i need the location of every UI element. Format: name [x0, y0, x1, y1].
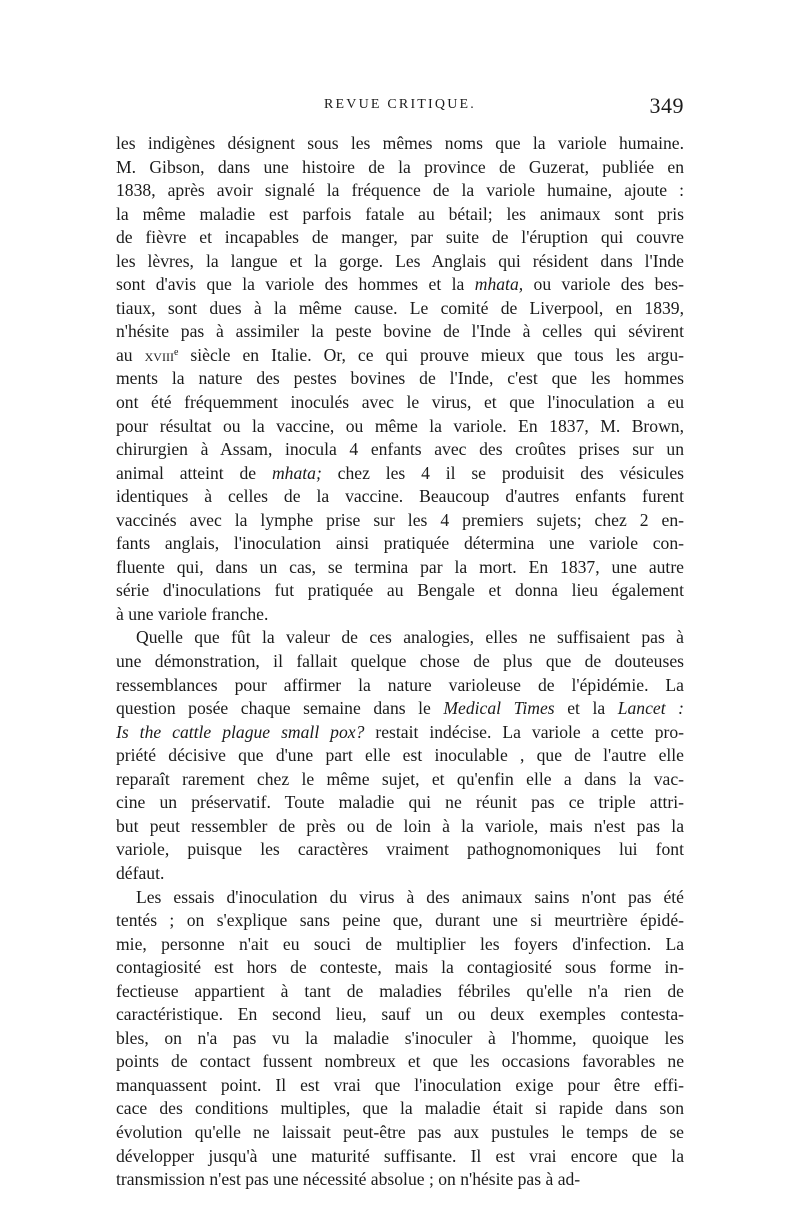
text-run: transmission n'est pas une nécessité absolue ; on n'hésite pas à ad- [116, 1169, 581, 1190]
text-run: siècle en Italie. Or, ce qui prouve mieux que tous les argu- [178, 344, 684, 365]
text-run: points de contact fussent nombreux et que les occasions favorables ne [116, 1051, 684, 1072]
text-run: la même maladie est parfois fatale au bétail; les animaux sont pris [116, 203, 684, 224]
text-line [116, 956, 684, 980]
text-line [116, 1003, 684, 1027]
text-line [116, 462, 684, 486]
text-run: M. Gibson, dans une histoire de la province de Guzerat, publiée en [116, 156, 684, 177]
text-line [116, 862, 684, 886]
text-line [116, 674, 684, 698]
text-run: vaccinés avec la lymphe prise sur les 4 premiers sujets; chez 2 en- [116, 509, 684, 530]
text-run: ressemblances pour affirmer la nature varioleuse de l'épidémie. La [116, 674, 684, 695]
text-run: évolution qu'elle ne laissait peut-être pas aux pustules le temps de se [116, 1121, 684, 1142]
text-line [116, 744, 684, 768]
text-line [116, 909, 684, 933]
text-line [116, 156, 684, 180]
body-text [116, 132, 684, 1192]
text-line [116, 603, 684, 627]
text-line [116, 815, 684, 839]
text-line [116, 179, 684, 203]
text-line [116, 933, 684, 957]
page-header [116, 93, 684, 121]
text-line [116, 273, 684, 297]
text-line [116, 415, 684, 439]
text-line [116, 980, 684, 1004]
text-run: ou variole des bes- [523, 274, 684, 295]
italic-run: Is the cattle plague small pox? [116, 721, 365, 742]
text-line [116, 886, 684, 910]
text-line [116, 438, 684, 462]
text-line [116, 697, 684, 721]
text-run: priété décisive que d'une part elle est inoculable , que de l'autre elle [116, 745, 684, 766]
text-line [116, 297, 684, 321]
text-run: développer jusqu'à une maturité suffisante. Il est vrai encore que la [116, 1145, 684, 1166]
text-run: manquassent point. Il est vrai que l'inoculation exige pour être effi- [116, 1074, 684, 1095]
text-run: mie, personne n'ait eu souci de multiplier les foyers d'infection. La [116, 933, 684, 954]
text-run: question posée chaque semaine dans le [116, 698, 444, 719]
text-line [116, 391, 684, 415]
text-run: série d'inoculations fut pratiquée au Bengale et donna lieu également [116, 580, 684, 601]
text-run: but peut ressembler de près ou de loin à la variole, mais n'est pas la [116, 815, 684, 836]
running-title: REVUE CRITIQUE. [324, 97, 476, 112]
text-line [116, 1145, 684, 1169]
text-run: contagiosité est hors de conteste, mais la contagiosité sous forme in- [116, 957, 684, 978]
text-run: chez les 4 il se produisit des vésicules [321, 462, 684, 483]
text-line [116, 1074, 684, 1098]
text-run: animal atteint de [116, 462, 272, 483]
text-line [116, 367, 684, 391]
page-number: 349 [649, 93, 684, 118]
italic-run: mhata; [271, 462, 322, 483]
text-run: sont d'avis que la variole des hommes et la [116, 274, 475, 295]
text-line [116, 1097, 684, 1121]
text-run: identiques à celles de la vaccine. Beaucoup d'autres enfants furent [116, 486, 684, 507]
text-run: e [173, 346, 179, 358]
italic-run: mhata, [474, 274, 524, 295]
text-run: une démonstration, il fallait quelque chose de plus que de douteuses [116, 651, 684, 672]
text-line [116, 250, 684, 274]
text-line [116, 721, 684, 745]
text-run: Quelle que fût la valeur de ces analogies, elles ne suffisaient pas à [136, 627, 684, 648]
italic-run: Lancet : [617, 698, 684, 719]
text-line [116, 791, 684, 815]
text-run: cine un préservatif. Toute maladie qui ne réunit pas ce triple attri- [116, 792, 684, 813]
text-run: cace des conditions multiples, que la maladie était si rapide dans son [116, 1098, 684, 1119]
text-line [116, 203, 684, 227]
text-run: ont été fréquemment inoculés avec le virus, et que l'inoculation a eu [116, 392, 684, 413]
text-line [116, 838, 684, 862]
text-run: à une variole franche. [116, 603, 269, 624]
text-run: xviii [144, 344, 174, 365]
text-run: n'hésite pas à assimiler la peste bovine de l'Inde à celles qui sévirent [116, 321, 684, 342]
text-run: caractéristique. En second lieu, sauf un ou deux exemples contesta- [116, 1004, 684, 1025]
text-run: fectieuse appartient à tant de maladies fébriles qu'elle n'a rien de [116, 980, 684, 1001]
text-line [116, 1050, 684, 1074]
text-line [116, 1027, 684, 1051]
text-line [116, 532, 684, 556]
text-run: tentés ; on s'explique sans peine que, durant une si meurtrière épidé- [116, 910, 684, 931]
text-run: de fièvre et incapables de manger, par suite de l'éruption qui couvre [116, 227, 684, 248]
text-line [116, 556, 684, 580]
text-line [116, 579, 684, 603]
text-run: fants anglais, l'inoculation ainsi pratiquée détermina une variole con- [116, 533, 684, 554]
text-line [116, 509, 684, 533]
text-run: chirurgien à Assam, inocula 4 enfants avec des croûtes prises sur un [116, 439, 684, 460]
text-run: les lèvres, la langue et la gorge. Les Anglais qui résident dans l'Inde [116, 250, 684, 271]
text-line [116, 132, 684, 156]
text-run: bles, on n'a pas vu la maladie s'inoculer à l'homme, quoique les [116, 1027, 684, 1048]
text-run: pour résultat ou la vaccine, ou même la variole. En 1837, M. Brown, [116, 415, 684, 436]
text-run: les indigènes désignent sous les mêmes noms que la variole humaine. [116, 133, 684, 153]
text-line [116, 1121, 684, 1145]
text-line [116, 320, 684, 344]
text-line [116, 344, 684, 368]
text-run: tiaux, sont dues à la même cause. Le comité de Liverpool, en 1839, [116, 297, 684, 318]
text-run: fluente qui, dans un cas, se termina par la mort. En 1837, une autre [116, 556, 684, 577]
text-line [116, 650, 684, 674]
text-run: Les essais d'inoculation du virus à des animaux sains n'ont pas été [136, 886, 684, 907]
text-run: variole, puisque les caractères vraiment pathognomoniques lui font [116, 839, 684, 860]
italic-run: Medical Times [443, 698, 555, 719]
text-line [116, 485, 684, 509]
text-run: et la [554, 698, 618, 719]
text-run: au [116, 344, 145, 365]
text-run: 1838, après avoir signalé la fréquence de la variole humaine, ajoute : [116, 180, 684, 201]
text-line [116, 226, 684, 250]
text-line [116, 626, 684, 650]
text-line [116, 768, 684, 792]
text-run: défaut. [116, 862, 165, 883]
text-run: reparaît rarement chez le même sujet, et qu'enfin elle a dans la vac- [116, 768, 684, 789]
text-line [116, 1168, 684, 1192]
text-run: ments la nature des pestes bovines de l'Inde, c'est que les hommes [116, 368, 684, 389]
text-run: restait indécise. La variole a cette pro- [364, 721, 684, 742]
